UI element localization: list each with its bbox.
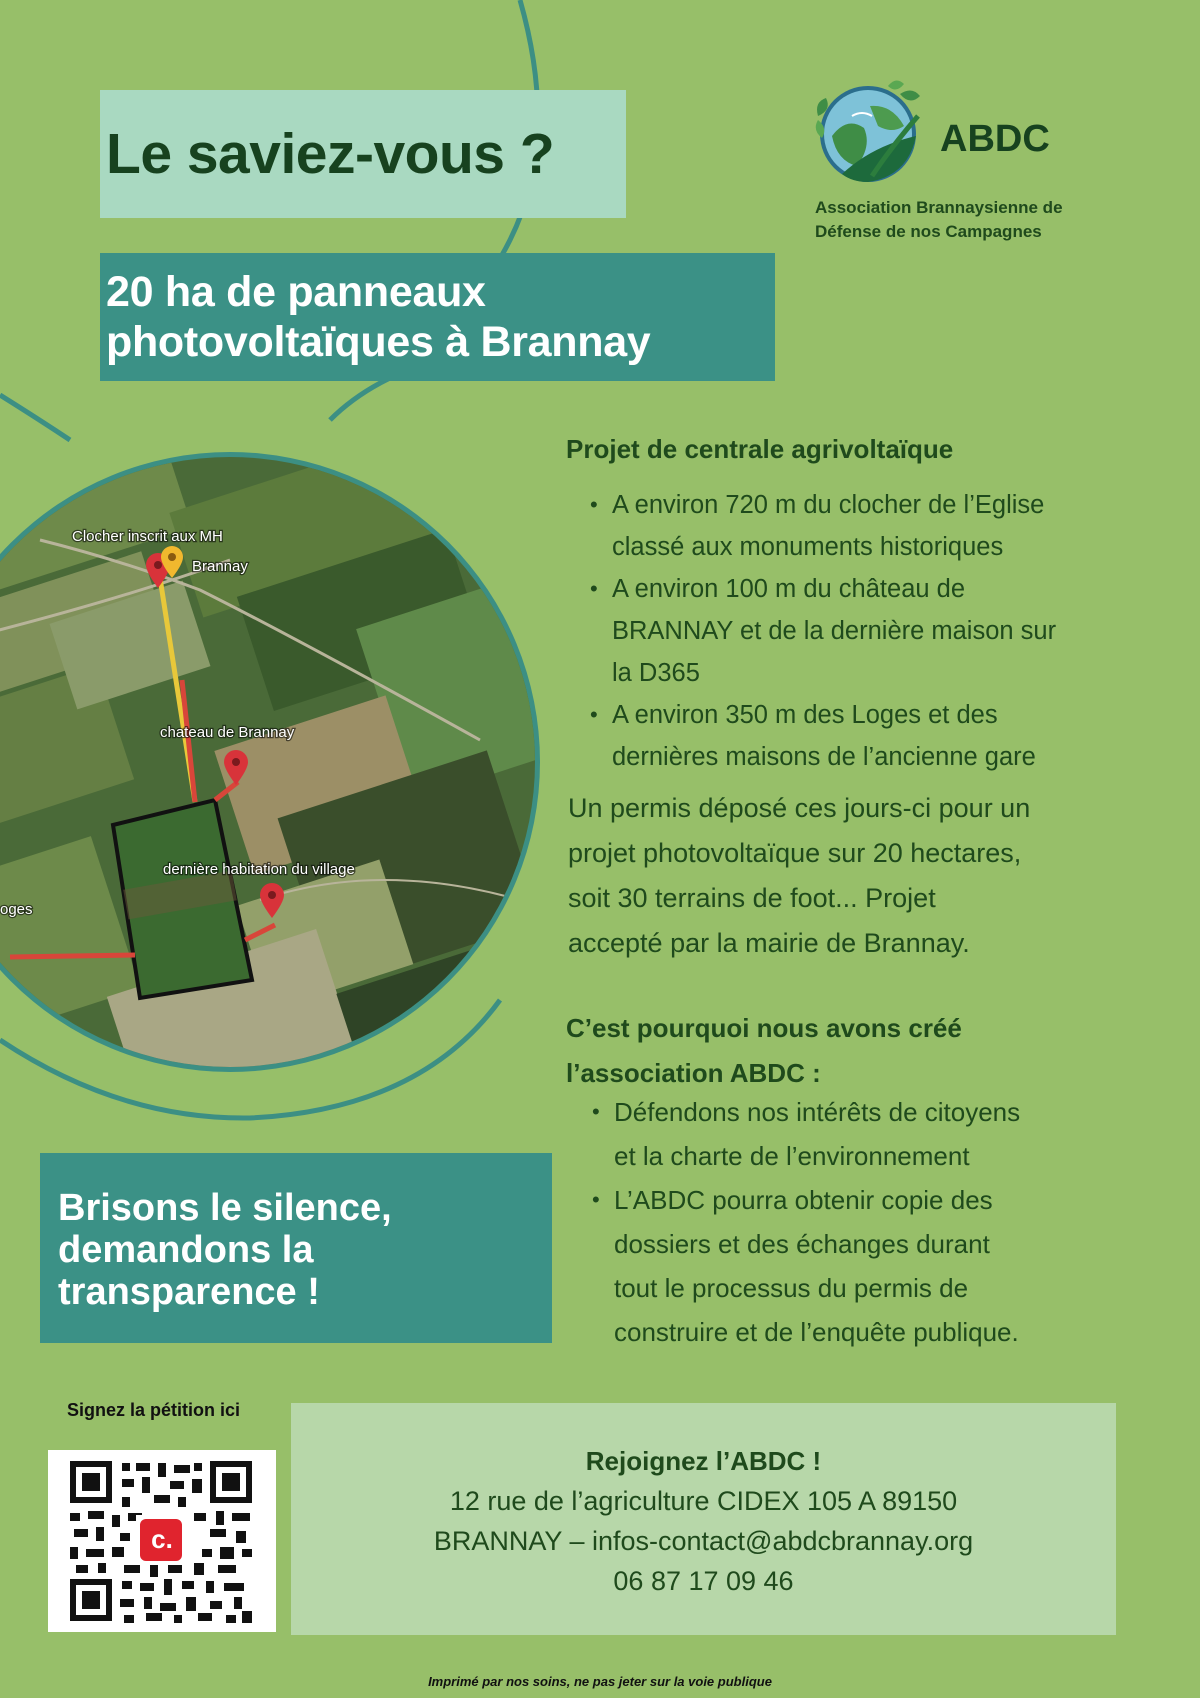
contact-address-line: 12 rue de l’agriculture CIDEX 105 A 89150 bbox=[449, 1486, 958, 1516]
map-label-clocher: Clocher inscrit aux MH bbox=[72, 528, 223, 545]
callout-banner bbox=[40, 1153, 552, 1343]
callout-line-3: transparence ! bbox=[58, 1271, 320, 1313]
map-label-chateau: chateau de Brannay bbox=[160, 724, 295, 741]
logo-name: ABDC bbox=[940, 118, 1050, 160]
contact-phone-line[interactable]: 06 87 17 09 46 bbox=[613, 1566, 794, 1596]
petition-label: Signez la pétition ici bbox=[67, 1400, 241, 1420]
page-title: Le saviez-vous ? bbox=[106, 122, 555, 186]
association-bullet-2: • L’ABDC pourra obtenir copie des dossiers et des échanges durant tout le processus du permis de construire et de l’enquête publique. bbox=[572, 1178, 1192, 1354]
contact-email-line[interactable]: BRANNAY – infos-contact@abdcbrannay.org bbox=[433, 1526, 974, 1556]
qr-code-container[interactable] bbox=[48, 1450, 276, 1632]
subtitle-line-2: photovoltaïques à Brannay bbox=[106, 318, 651, 366]
callout-line-2: demandons la bbox=[58, 1229, 314, 1271]
footer-note: Imprimé par nos soins, ne pas jeter sur la voie publique bbox=[428, 1674, 772, 1689]
association-heading: C’est pourquoi nous avons créé l’association ABDC : bbox=[566, 1013, 962, 1088]
contact-title: Rejoignez l’ABDC ! bbox=[585, 1446, 822, 1476]
map-label-habitation: dernière habitation du village bbox=[163, 861, 355, 878]
logo-full-name-line-1: Association Brannaysienne de bbox=[815, 198, 1063, 217]
map-label-brannay: Brannay bbox=[192, 558, 248, 575]
subtitle-line-1: 20 ha de panneaux bbox=[106, 268, 486, 316]
association-bullets bbox=[572, 1090, 1192, 1354]
association-bullet-1: • Défendons nos intérêts de citoyens et la charte de l’environnement bbox=[572, 1090, 1192, 1178]
qr-badge-text: c. bbox=[151, 1524, 173, 1554]
qr-code-icon[interactable] bbox=[48, 1450, 276, 1632]
project-heading: Projet de centrale agrivoltaïque bbox=[566, 434, 954, 464]
logo-full-name-line-2: Défense de nos Campagnes bbox=[815, 222, 1042, 241]
map-label-loges: oges bbox=[0, 901, 33, 918]
project-bullet-1: • A environ 720 m du clocher de l’Eglise classé aux monuments historiques bbox=[570, 484, 1190, 568]
contact-box bbox=[291, 1403, 1116, 1635]
project-paragraph: Un permis déposé ces jours-ci pour un projet photovoltaïque sur 20 hectares, soit 30 terrains de foot... Projet accepté par la mairie de Brannay. bbox=[568, 793, 1031, 958]
project-bullets bbox=[570, 484, 1190, 778]
project-bullet-3: • A environ 350 m des Loges et des dernières maisons de l’ancienne gare bbox=[570, 694, 1190, 778]
project-bullet-2: • A environ 100 m du château de BRANNAY et de la dernière maison sur la D365 bbox=[570, 568, 1190, 694]
callout-line-1: Brisons le silence, bbox=[58, 1187, 392, 1229]
